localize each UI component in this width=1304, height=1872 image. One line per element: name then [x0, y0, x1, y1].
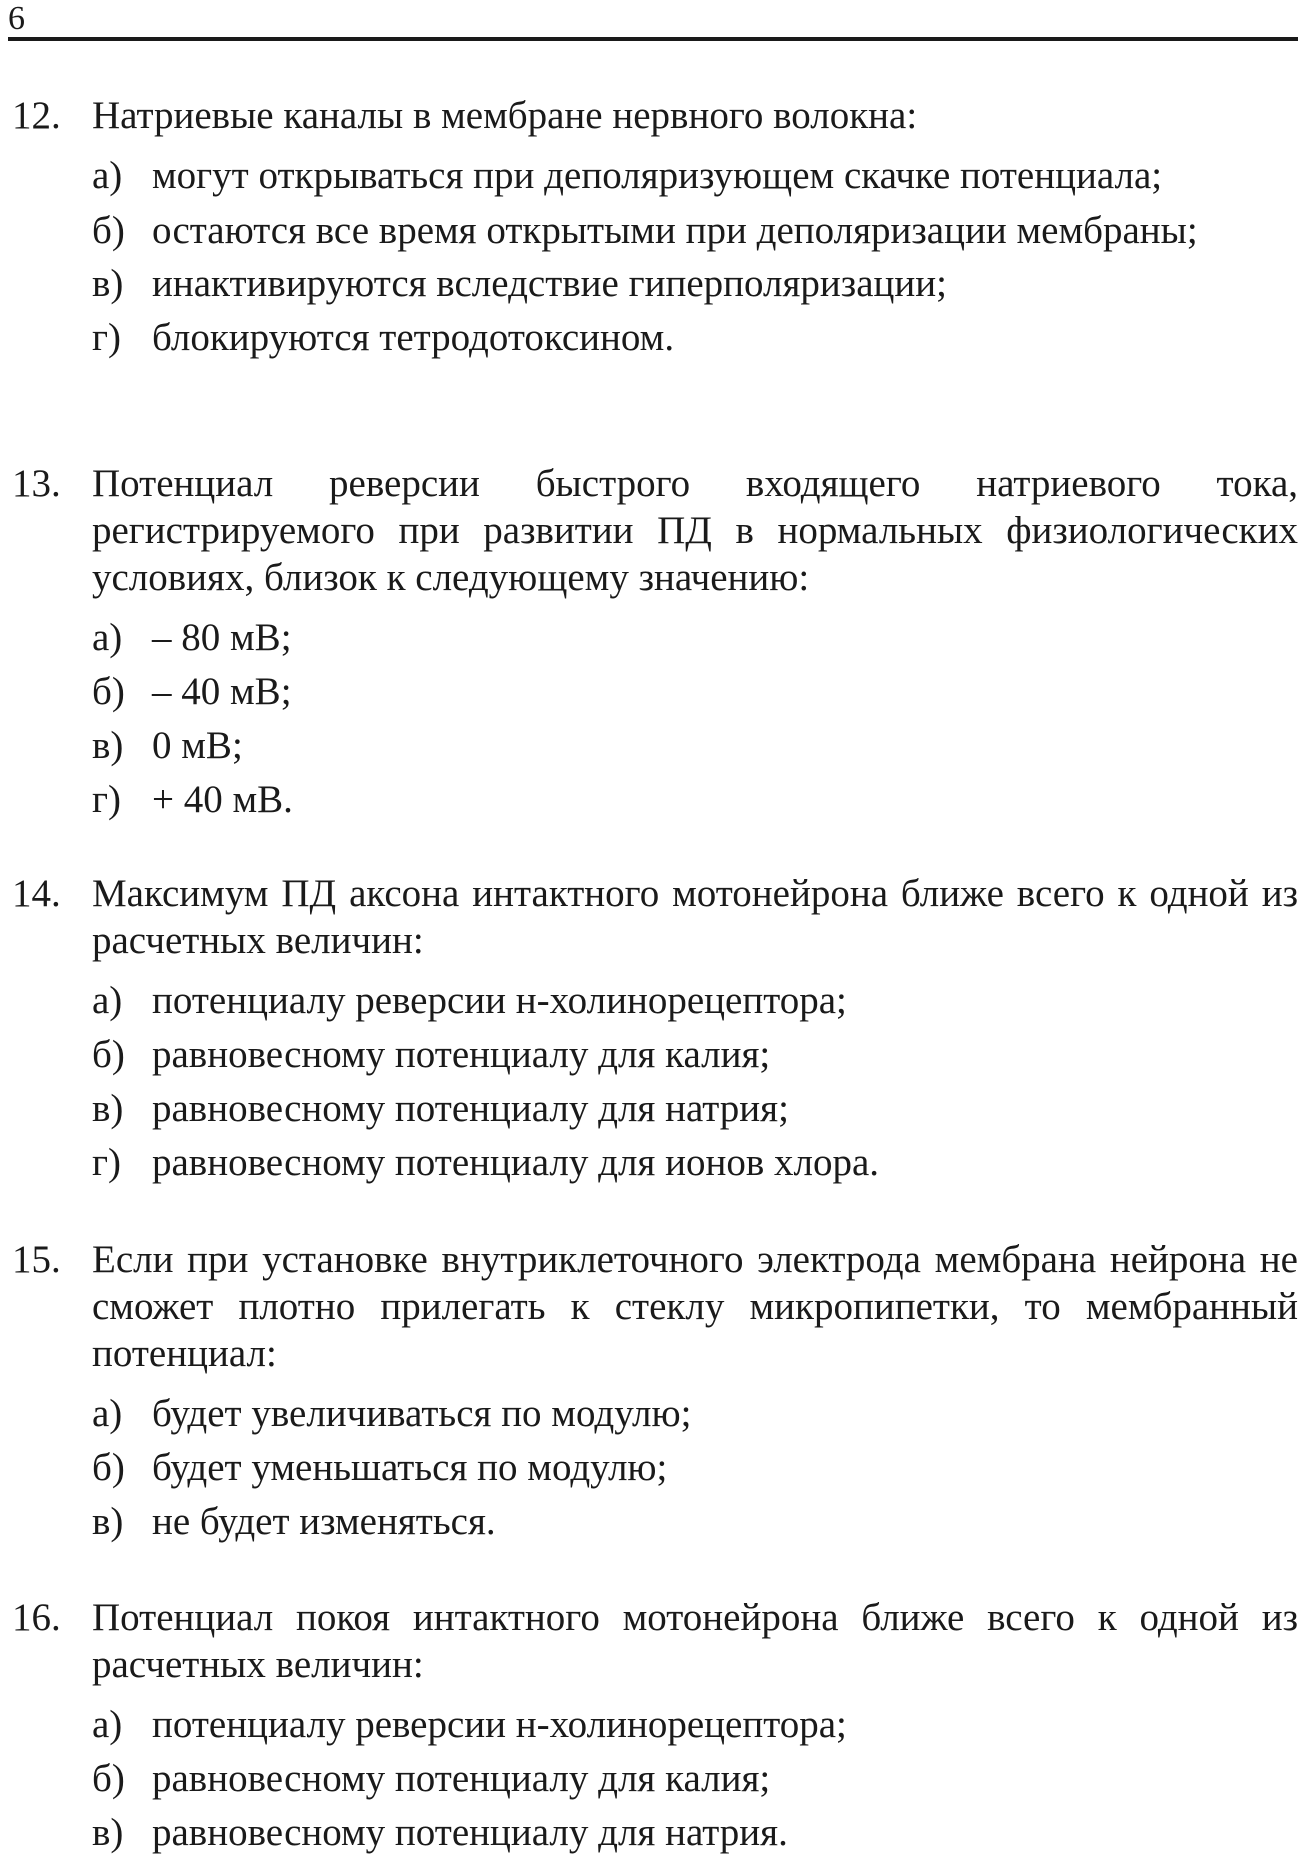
- answer-option-b: [12, 1028, 1298, 1082]
- answer-option-a: [12, 1387, 1298, 1441]
- option-letter: а): [92, 1392, 123, 1435]
- answer-option-c: [12, 1495, 1298, 1549]
- answer-option-a: [12, 1698, 1298, 1752]
- option-text: потенциалу реверсии н-холинорецептора;: [152, 979, 847, 1022]
- option-letter: а): [92, 154, 123, 197]
- question-stem: [12, 1236, 1298, 1377]
- question-15: [12, 1236, 1298, 1549]
- answer-option-a: [12, 974, 1298, 1028]
- option-text: будет уменьшаться по модулю;: [152, 1446, 668, 1489]
- option-text: могут открываться при деполяризующем скачке потенциала;: [152, 154, 1163, 197]
- answer-option-b: [12, 203, 1298, 257]
- answer-option-a: [12, 611, 1298, 665]
- answer-options: [12, 611, 1298, 827]
- option-text: блокируются тетродотоксином.: [152, 316, 675, 359]
- question-text: Потенциал покоя интактного мотонейрона ближе всего к одной из расчетных величин:: [92, 1596, 1298, 1686]
- question-text: Натриевые каналы в мембране нервного волокна:: [92, 94, 918, 137]
- option-letter: в): [92, 1500, 124, 1543]
- question-stem: [12, 870, 1298, 964]
- question-text: Максимум ПД аксона интактного мотонейрона ближе всего к одной из расчетных величин:: [92, 872, 1298, 962]
- answer-option-d: [12, 1136, 1298, 1190]
- option-letter: в): [92, 1087, 124, 1130]
- question-number: 13.: [12, 462, 61, 505]
- option-text: – 40 мВ;: [152, 670, 292, 713]
- option-text: + 40 мВ.: [152, 778, 293, 821]
- option-text: равновесному потенциалу для натрия.: [152, 1811, 788, 1854]
- option-letter: а): [92, 1703, 123, 1746]
- question-12: [12, 92, 1298, 365]
- option-text: инактивируются вследствие гиперполяризации;: [152, 262, 947, 305]
- option-text: не будет изменяться.: [152, 1500, 496, 1543]
- question-number: 16.: [12, 1596, 61, 1639]
- question-number: 14.: [12, 872, 61, 915]
- answer-option-c: [12, 1082, 1298, 1136]
- option-text: 0 мВ;: [152, 724, 243, 767]
- question-16: [12, 1594, 1298, 1860]
- answer-option-c: [12, 1806, 1298, 1860]
- option-letter: а): [92, 979, 123, 1022]
- question-number: 12.: [12, 94, 61, 137]
- option-text: будет увеличиваться по модулю;: [152, 1392, 692, 1435]
- question-number: 15.: [12, 1238, 61, 1281]
- option-text: потенциалу реверсии н-холинорецептора;: [152, 1703, 847, 1746]
- option-letter: в): [92, 262, 124, 305]
- option-letter: б): [92, 1446, 125, 1489]
- option-letter: в): [92, 724, 124, 767]
- answer-option-d: [12, 311, 1298, 365]
- answer-option-a: [12, 149, 1298, 203]
- option-letter: б): [92, 1757, 125, 1800]
- answer-option-c: [12, 719, 1298, 773]
- answer-options: [12, 149, 1298, 365]
- answer-option-b: [12, 665, 1298, 719]
- answer-option-d: [12, 773, 1298, 827]
- option-letter: в): [92, 1811, 124, 1854]
- option-letter: б): [92, 1033, 125, 1076]
- question-13: [12, 460, 1298, 827]
- answer-option-c: [12, 257, 1298, 311]
- question-stem: [12, 1594, 1298, 1688]
- option-letter: г): [92, 316, 121, 359]
- question-text: Потенциал реверсии быстрого входящего натриевого тока, регистрируемого при развитии ПД в нормальных физиологических условиях, близок к следующему значению:: [92, 462, 1298, 599]
- answer-options: [12, 1387, 1298, 1549]
- header-rule: [8, 37, 1298, 41]
- option-letter: б): [92, 209, 125, 252]
- question-stem: [12, 92, 1298, 139]
- option-text: – 80 мВ;: [152, 616, 292, 659]
- option-letter: а): [92, 616, 123, 659]
- answer-option-b: [12, 1752, 1298, 1806]
- question-text: Если при установке внутриклеточного электрода мембрана нейрона не сможет плотно прилегать к стеклу микропипетки, то мембранный потенциал:: [92, 1238, 1298, 1375]
- question-14: [12, 870, 1298, 1190]
- option-letter: б): [92, 670, 125, 713]
- option-text: равновесному потенциалу для калия;: [152, 1033, 771, 1076]
- question-stem: [12, 460, 1298, 601]
- answer-options: [12, 1698, 1298, 1860]
- option-text: равновесному потенциалу для натрия;: [152, 1087, 789, 1130]
- option-letter: г): [92, 1141, 121, 1184]
- answer-option-b: [12, 1441, 1298, 1495]
- answer-options: [12, 974, 1298, 1190]
- option-letter: г): [92, 778, 121, 821]
- option-text: равновесному потенциалу для ионов хлора.: [152, 1141, 880, 1184]
- option-text: остаются все время открытыми при деполяризации мембраны;: [152, 209, 1198, 252]
- page-number: 6: [8, 0, 25, 37]
- option-text: равновесному потенциалу для калия;: [152, 1757, 771, 1800]
